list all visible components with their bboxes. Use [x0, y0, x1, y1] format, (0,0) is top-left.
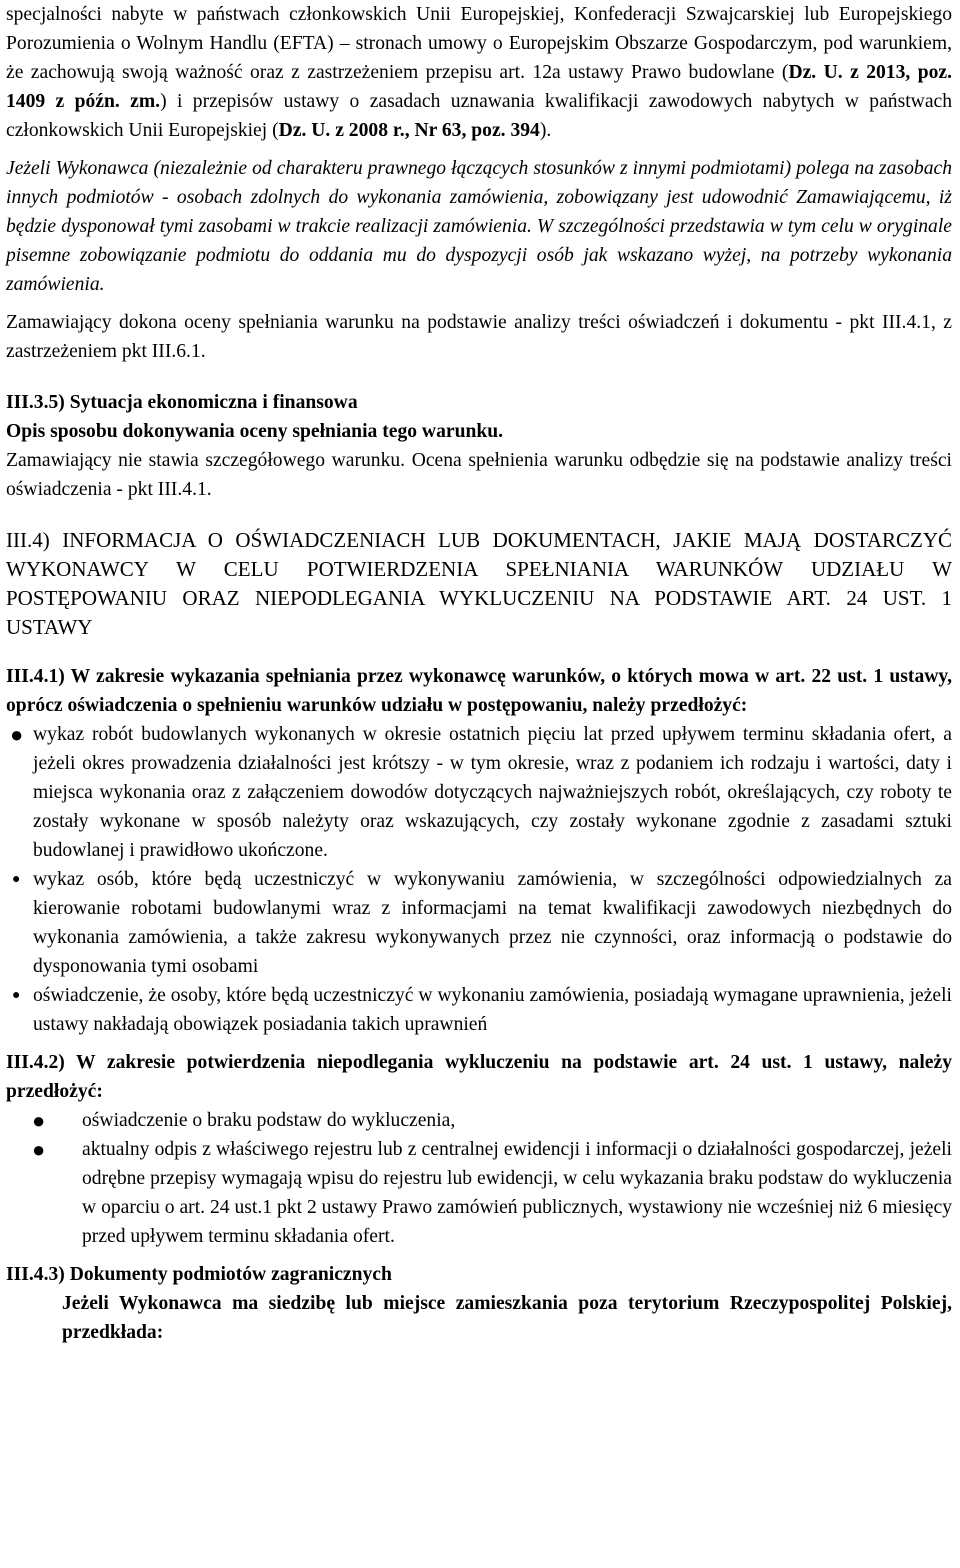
bullet-icon: ● — [12, 988, 21, 1003]
paragraph-third-party-resources: Jeżeli Wykonawca (niezależnie od charakteru prawnego łączących stosunków z innymi podmiotami) polega na zasobach innych podmiotów - osobach zdolnych do wykonania zamówienia, zobowiązany jest udowodnić Zamawiającemu, iż będzie dysponował tymi zasobami w trakcie realizacji zamówienia. W szczególności przedstawia w tym celu w oryginale pisemne zobowiązanie podmiotu do oddania mu do dyspozycji osób jak wskazano wyżej, na potrzeby wykonania zamówienia. — [6, 158, 952, 295]
bullet-icon: ● — [12, 872, 21, 887]
bullet-icon: ● — [32, 1137, 46, 1162]
section-subheading-evaluation-method: Opis sposobu dokonywania oceny spełniania tego warunku. — [6, 421, 504, 442]
section-heading-3-4-3: III.4.3) Dokumenty podmiotów zagranicznych — [6, 1264, 392, 1285]
list-item: ● wykaz osób, które będą uczestniczyć w wykonywaniu zamówienia, w szczególności odpowiedzialnych za kierowanie robotami budowlanymi wraz z informacjami na temat kwalifikacji zawodowych niezbędnych do wykonania zamówienia, a także zakresu wykonywanych przez nie czynności, oraz informacją o podstawie do dysponowania tymi osobami — [6, 865, 952, 981]
list-item: ● oświadczenie o braku podstaw do wykluczenia, — [32, 1108, 456, 1133]
bullet-icon: ● — [10, 722, 24, 747]
section-heading-3-4: III.4) INFORMACJA O OŚWIADCZENIACH LUB DOKUMENTACH, JAKIE MAJĄ DOSTARCZYĆ WYKONAWCY W CELU POTWIERDZENIA SPEŁNIANIA WARUNKÓW UDZIAŁU W POSTĘPOWANIU ORAZ NIEPODLEGANIA WYKLUCZENIU NA PODSTAWIE ART. 24 UST. 1 USTAWY — [6, 528, 952, 639]
bullet-icon: ● — [32, 1108, 46, 1133]
section-heading-3-3-5: III.3.5) Sytuacja ekonomiczna i finansowa — [6, 392, 358, 413]
text-run: ). — [539, 120, 552, 141]
paragraph-qualifications — [6, 0, 952, 145]
section-heading-3-4-2: III.4.2) W zakresie potwierdzenia niepodlegania wykluczeniu na podstawie art. 24 ust. 1 ustawy, należy przedłożyć: — [6, 1052, 952, 1102]
text-run: ) i przepisów ustawy o zasadach uznawania kwalifikacji zawodowych nabytych w państwach członkowskich Unii Europejskiej ( — [6, 91, 953, 141]
paragraph-foreign-entities: Jeżeli Wykonawca ma siedzibę lub miejsce zamieszkania poza terytorium Rzeczypospolitej Polskiej, przedkłada: — [62, 1293, 952, 1343]
list-item: ● oświadczenie, że osoby, które będą uczestniczyć w wykonaniu zamówienia, posiadają wymagane uprawnienia, jeżeli ustawy nakładają obowiązek posiadania takich uprawnień — [6, 981, 952, 1039]
text-run: specjalności nabyte w państwach członkowskich Unii Europejskiej, Konfederacji Szwajcarskiej lub Europejskiego Porozumienia o Wolnym Handlu (EFTA) – stronach umowy o Europejskim Obszarze Gospodarczym, pod warunkiem, że zachowują swoją ważność oraz z zastrzeżeniem przepisu art. 12a ustawy Prawo budowlane ( — [6, 4, 952, 83]
citation-dz-u-2008: Dz. U. z 2008 r., Nr 63, poz. 394 — [278, 120, 540, 141]
paragraph-evaluation: Zamawiający dokona oceny spełniania warunku na podstawie analizy treści oświadczeń i dokumentu - pkt III.4.1, z zastrzeżeniem pkt III.6.1. — [6, 312, 952, 362]
list-item: ● wykaz robót budowlanych wykonanych w okresie ostatnich pięciu lat przed upływem terminu składania ofert, a jeżeli okres prowadzenia działalności jest krótszy - w tym okresie, wraz z podaniem ich rodzaju i wartości, daty i miejsca wykonania oraz z załączeniem dowodów dotyczących najważniejszych robót, określających, czy roboty te zostały wykonane w sposób należyty oraz wskazujących, czy zostały wykonane zgodnie z zasadami sztuki budowlanej i prawidłowo ukończone. — [10, 722, 952, 861]
paragraph-economic-condition: Zamawiający nie stawia szczegółowego warunku. Ocena spełnienia warunku odbędzie się na podstawie analizy treści oświadczenia - pkt III.4.1. — [6, 450, 952, 500]
section-heading-3-4-1: III.4.1) W zakresie wykazania spełniania przez wykonawcę warunków, o których mowa w art. 22 ust. 1 ustawy, oprócz oświadczenia o spełnieniu warunków udziału w postępowaniu, należy przedłożyć: — [6, 666, 952, 716]
document-list-3-4-1 — [6, 720, 952, 1039]
list-item: ● aktualny odpis z właściwego rejestru lub z centralnej ewidencji i informacji o działalności gospodarczej, jeżeli odrębne przepisy wymagają wpisu do rejestru lub ewidencji, w celu wykazania braku podstaw do wykluczenia w oparciu o art. 24 ust.1 pkt 2 ustawy Prawo zamówień publicznych, wystawiony nie wcześniej niż 6 miesięcy przed upływem terminu składania ofert. — [32, 1137, 952, 1247]
document-list-3-4-2 — [6, 1106, 952, 1251]
citation-dz-u-2013: Dz. U. z 2013, poz. 1409 z późn. zm. — [6, 62, 952, 112]
